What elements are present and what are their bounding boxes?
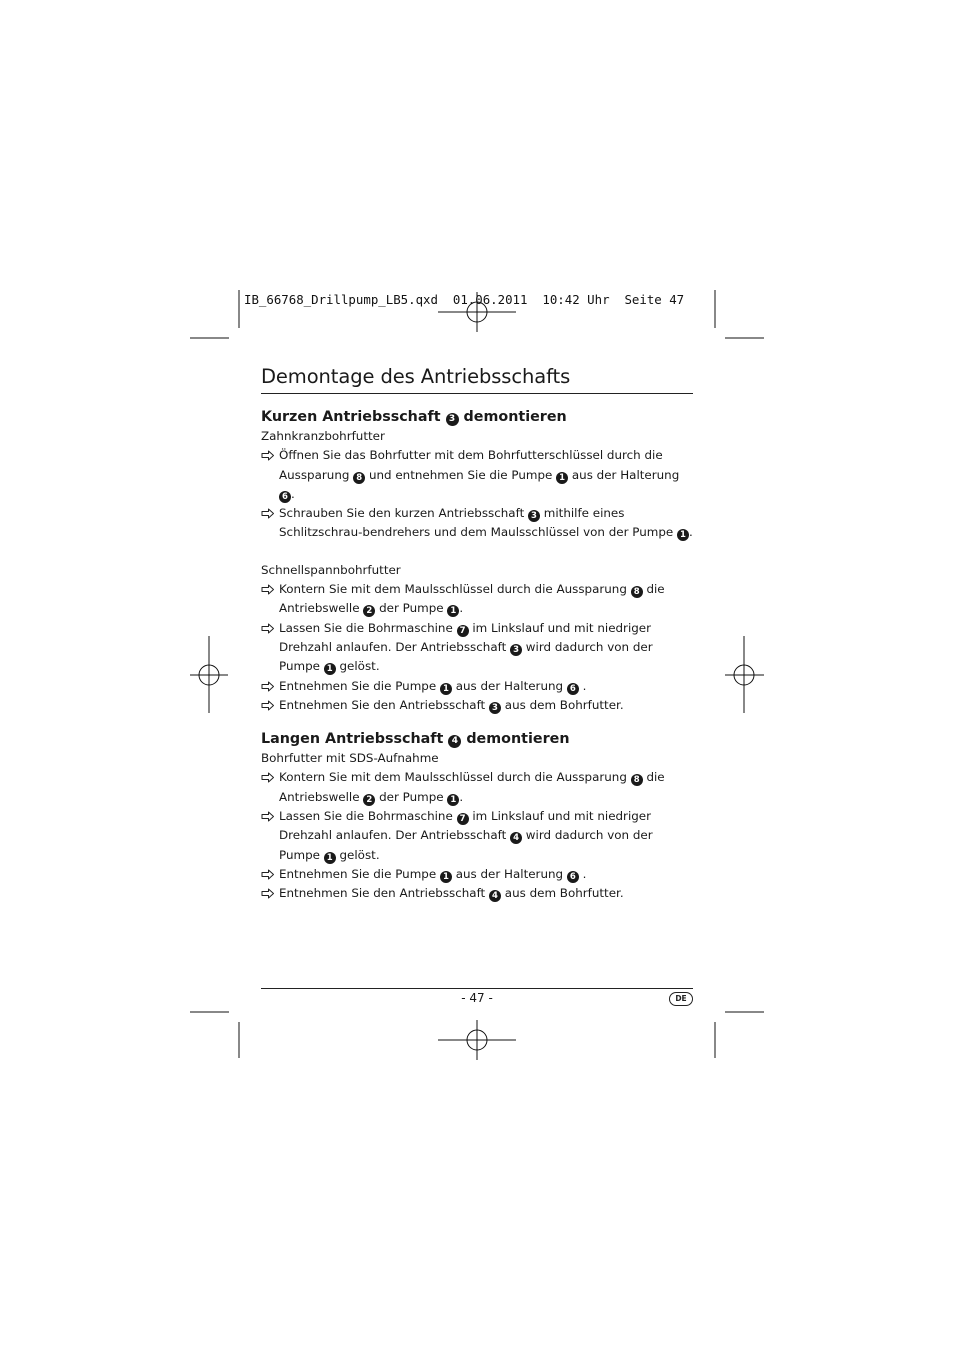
item-number-badge: 3: [446, 413, 459, 426]
section-heading: [261, 408, 693, 426]
arrow-right-icon: [261, 584, 275, 595]
item-number-badge: 6: [567, 871, 579, 883]
item-number-badge: 3: [510, 644, 522, 656]
arrow-right-icon: [261, 681, 275, 692]
list-item: [261, 504, 693, 543]
step-text: .: [459, 601, 464, 616]
arrow-right-icon: [261, 869, 275, 880]
step-text: aus der Halterung: [568, 467, 680, 482]
item-number-badge: 8: [353, 472, 365, 484]
list-item: [261, 884, 693, 903]
item-number-badge: 4: [510, 832, 522, 844]
arrow-right-icon: [261, 623, 275, 634]
step-text: aus dem Bohrfutter.: [501, 886, 624, 901]
step-list: [261, 580, 693, 715]
step-text: gelöst.: [335, 847, 380, 862]
item-number-badge: 1: [324, 663, 336, 675]
subsection-label: Bohrfutter mit SDS-Aufnahme: [261, 751, 439, 766]
item-number-badge: 1: [440, 683, 452, 695]
step-text: Entnehmen Sie die Pumpe: [279, 866, 440, 881]
page-title: Demontage des Antriebsschafts: [261, 363, 693, 394]
item-number-badge: 6: [567, 683, 579, 695]
arrow-right-icon: [261, 888, 275, 899]
item-number-badge: 6: [279, 491, 291, 503]
item-number-badge: 7: [457, 625, 469, 637]
subsection-label: Schnellspannbohrfutter: [261, 562, 401, 577]
item-number-badge: 1: [324, 852, 336, 864]
step-text: die Antriebswelle: [279, 582, 665, 616]
item-number-badge: 2: [363, 605, 375, 617]
item-number-badge: 1: [677, 529, 689, 541]
step-text: Lassen Sie die Bohrmaschine: [279, 620, 457, 635]
arrow-right-icon: [261, 811, 275, 822]
list-item: [261, 580, 693, 619]
arrow-right-icon: [261, 450, 275, 461]
step-text: Kontern Sie mit dem Maulsschlüssel durch die Aussparung: [279, 770, 631, 785]
item-number-badge: 1: [447, 605, 459, 617]
list-item: [261, 768, 693, 807]
item-number-badge: 1: [556, 472, 568, 484]
item-number-badge: 2: [363, 794, 375, 806]
language-badge: DE: [669, 992, 693, 1006]
arrow-right-icon: [261, 772, 275, 783]
step-text: wird dadurch von der Pumpe: [279, 639, 653, 674]
arrow-right-icon: [261, 508, 275, 519]
step-text: Entnehmen Sie die Pumpe: [279, 678, 440, 693]
page-number: - 47 -: [461, 991, 493, 1005]
page-content: [261, 363, 693, 904]
step-text: .: [291, 486, 295, 501]
section-heading: [261, 730, 693, 748]
sections: [261, 408, 693, 904]
step-text: der Pumpe: [375, 601, 448, 616]
step-list: [261, 446, 693, 542]
step-text: wird dadurch von der Pumpe: [279, 828, 653, 862]
item-number-badge: 8: [631, 774, 643, 786]
step-text: aus der Halterung: [451, 678, 567, 693]
item-number-badge: 8: [631, 586, 643, 598]
subsection-label: Zahnkranzbohrfutter: [261, 429, 385, 443]
list-item: [261, 807, 693, 865]
step-text: .: [459, 789, 464, 804]
item-number-badge: 3: [528, 510, 540, 522]
step-text: im Linkslauf und mit niedriger Drehzahl anlaufen. Der Antriebsschaft: [279, 620, 652, 654]
item-number-badge: 7: [457, 813, 469, 825]
section-heading-text: demontieren: [463, 409, 567, 425]
step-text: Schrauben Sie den kurzen Antriebsschaft: [279, 506, 529, 521]
item-number-badge: 1: [440, 871, 452, 883]
step-text: im Linkslauf und mit niedriger Drehzahl anlaufen. Der Antriebsschaft: [279, 809, 652, 843]
list-item: [261, 446, 693, 504]
item-number-badge: 4: [448, 735, 461, 748]
section-heading-text: Kurzen Antriebsschaft: [261, 409, 441, 425]
list-item: [261, 619, 693, 677]
print-slug: IB_66768_Drillpump_LB5.qxd 01.06.2011 10:42 Uhr Seite 47: [244, 292, 685, 307]
step-text: Öffnen Sie das Bohrfutter mit dem Bohrfutterschlüssel durch die Aussparung: [279, 448, 663, 482]
step-text: .: [689, 525, 693, 540]
section-heading-text: demontieren: [466, 731, 570, 748]
item-number-badge: 4: [489, 890, 501, 902]
step-text: .: [578, 866, 587, 881]
item-number-badge: 3: [489, 702, 501, 714]
step-text: .: [578, 678, 587, 693]
list-item: [261, 865, 693, 884]
step-text: aus dem Bohrfutter.: [501, 697, 624, 712]
section-heading-text: Langen Antriebsschaft: [261, 731, 444, 748]
step-text: die Antriebswelle: [279, 770, 665, 804]
list-item: [261, 677, 693, 696]
step-text: der Pumpe: [375, 789, 448, 804]
footer-rule: [261, 988, 693, 989]
arrow-right-icon: [261, 700, 275, 711]
step-text: Kontern Sie mit dem Maulsschlüssel durch die Aussparung: [279, 582, 631, 597]
item-number-badge: 1: [447, 794, 459, 806]
step-text: Lassen Sie die Bohrmaschine: [279, 809, 457, 824]
step-list: [261, 768, 693, 903]
step-text: aus der Halterung: [451, 866, 567, 881]
step-text: gelöst.: [335, 659, 380, 674]
step-text: mithilfe eines Schlitzschrau-bendrehers und dem Maulsschlüssel von der Pumpe: [279, 506, 677, 540]
step-text: und entnehmen Sie die Pumpe: [365, 467, 557, 482]
step-text: Entnehmen Sie den Antriebsschaft: [279, 697, 489, 712]
step-text: Entnehmen Sie den Antriebsschaft: [279, 886, 489, 901]
list-item: [261, 696, 693, 715]
